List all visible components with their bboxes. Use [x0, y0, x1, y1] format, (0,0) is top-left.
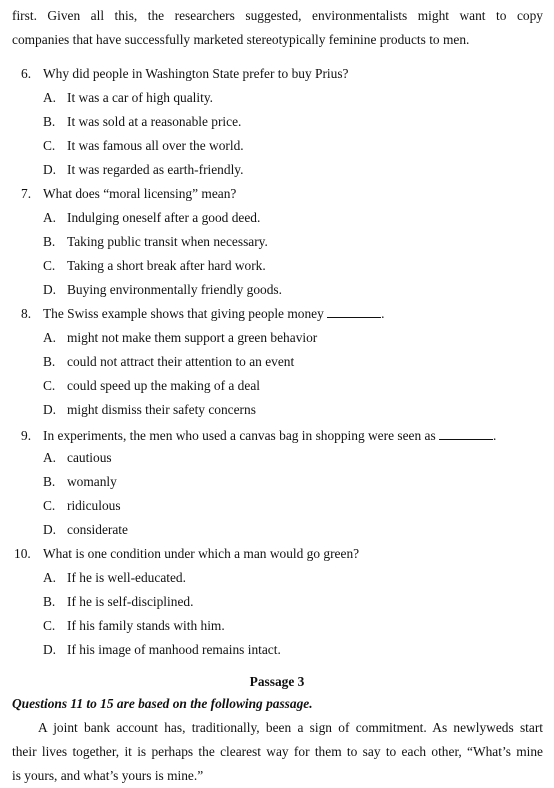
answer-blank	[439, 428, 493, 440]
question-text: What is one condition under which a man would go green?	[43, 546, 360, 561]
option-text: might dismiss their safety concerns	[67, 402, 256, 417]
option-letter: A.	[43, 210, 57, 225]
option-text: could not attract their attention to an event	[67, 354, 295, 369]
option-10c[interactable]	[43, 618, 225, 634]
option-10a[interactable]	[43, 570, 186, 586]
passage-line-1: A joint bank account has, traditionally, been a sign of commitment. As newlyweds start	[38, 720, 543, 735]
option-letter: D.	[43, 522, 57, 537]
option-10b[interactable]	[43, 594, 193, 610]
option-letter: A.	[43, 330, 57, 345]
option-text: It was sold at a reasonable price.	[67, 114, 242, 129]
option-text: might not make them support a green behavior	[67, 330, 318, 345]
option-6d[interactable]	[43, 162, 243, 178]
question-number: 10.	[14, 546, 31, 561]
option-7c[interactable]	[43, 258, 266, 274]
passage-line-2: their lives together, it is perhaps the clearest way for them to say to each other, “What’s mine	[12, 744, 543, 759]
question-number: 9.	[21, 428, 32, 443]
option-text: If he is well-educated.	[67, 570, 186, 585]
option-letter: A.	[43, 570, 57, 585]
option-letter: C.	[43, 498, 56, 513]
option-7b[interactable]	[43, 234, 268, 250]
question-text: What does “moral licensing” mean?	[43, 186, 237, 201]
option-letter: D.	[43, 162, 57, 177]
option-text: If his image of manhood remains intact.	[67, 642, 281, 657]
option-letter: A.	[43, 90, 57, 105]
option-8b[interactable]	[43, 354, 294, 370]
option-text: It was a car of high quality.	[67, 90, 214, 105]
option-text: cautious	[67, 450, 112, 465]
option-8c[interactable]	[43, 378, 260, 394]
option-9d[interactable]	[43, 522, 128, 538]
intro-line-2: companies that have successfully marketed stereotypically feminine products to men.	[12, 32, 470, 47]
option-letter: B.	[43, 474, 56, 489]
option-letter: A.	[43, 450, 57, 465]
option-text: It was famous all over the world.	[67, 138, 244, 153]
question-number: 8.	[21, 306, 32, 321]
passage-instruction: Questions 11 to 15 are based on the following passage.	[12, 696, 313, 711]
option-letter: D.	[43, 402, 57, 417]
option-text: considerate	[67, 522, 128, 537]
passage-line-3: is yours, and what’s yours is mine.”	[12, 768, 204, 783]
option-7d[interactable]	[43, 282, 282, 298]
option-letter: B.	[43, 114, 56, 129]
option-letter: C.	[43, 258, 56, 273]
option-text: womanly	[67, 474, 117, 489]
question-suffix: .	[493, 428, 497, 443]
option-letter: B.	[43, 594, 56, 609]
option-text: If he is self-disciplined.	[67, 594, 194, 609]
option-text: Taking a short break after hard work.	[67, 258, 266, 273]
option-text: It was regarded as earth-friendly.	[67, 162, 244, 177]
option-letter: B.	[43, 354, 56, 369]
option-8d[interactable]	[43, 402, 256, 418]
question-text: In experiments, the men who used a canvas bag in shopping were seen as	[43, 428, 436, 443]
option-text: Buying environmentally friendly goods.	[67, 282, 282, 297]
option-6c[interactable]	[43, 138, 244, 154]
answer-blank	[327, 306, 381, 318]
option-letter: B.	[43, 234, 56, 249]
question-text: Why did people in Washington State prefer to buy Prius?	[43, 66, 349, 81]
option-letter: C.	[43, 138, 56, 153]
option-9b[interactable]	[43, 474, 117, 490]
option-text: ridiculous	[67, 498, 121, 513]
question-stem	[43, 306, 385, 322]
option-6b[interactable]	[43, 114, 241, 130]
option-8a[interactable]	[43, 330, 317, 346]
option-letter: D.	[43, 642, 57, 657]
option-text: Taking public transit when necessary.	[67, 234, 268, 249]
intro-line-1: first. Given all this, the researchers suggested, environmentalists might want to copy	[12, 8, 543, 23]
question-number: 6.	[21, 66, 32, 81]
option-text: Indulging oneself after a good deed.	[67, 210, 261, 225]
option-letter: C.	[43, 618, 56, 633]
question-stem	[43, 428, 496, 444]
option-7a[interactable]	[43, 210, 260, 226]
option-letter: D.	[43, 282, 57, 297]
option-text: could speed up the making of a deal	[67, 378, 260, 393]
passage-title: Passage 3	[249, 674, 305, 689]
option-10d[interactable]	[43, 642, 281, 658]
option-9a[interactable]	[43, 450, 112, 466]
option-9c[interactable]	[43, 498, 121, 514]
option-text: If his family stands with him.	[67, 618, 225, 633]
question-text: The Swiss example shows that giving people money	[43, 306, 324, 321]
option-6a[interactable]	[43, 90, 213, 106]
option-letter: C.	[43, 378, 56, 393]
question-number: 7.	[21, 186, 32, 201]
question-suffix: .	[381, 306, 385, 321]
